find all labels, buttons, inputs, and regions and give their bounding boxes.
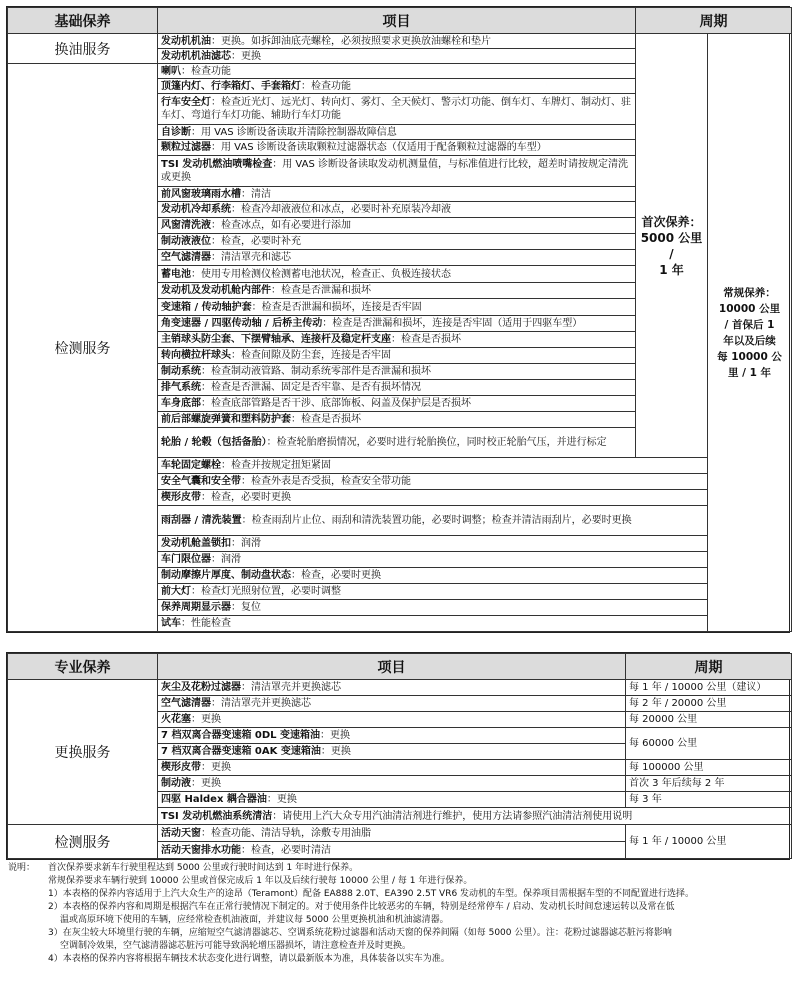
item-text: ：清洁罩壳并更换滤芯 (241, 682, 341, 693)
item-cell (158, 552, 708, 568)
item-label: 车门限位器 (161, 554, 211, 565)
regular-service-period (708, 34, 792, 632)
item-text: ：使用专用检测仪检测蓄电池状况，检查正、负极连接状态 (191, 268, 451, 280)
note-text: 常规保养要求车辆行驶到 10000 公里或首保完成后 1 年以及后续行驶每 10000 公里 / 每 1 年进行保养。 (48, 876, 473, 886)
note-text: 温或高原环境下使用的车辆，应经常检查机油液面，并建议每 5000 公里更换机油和机油滤清器。 (60, 915, 449, 925)
note-line (8, 901, 792, 914)
period-line: 里 / 1 年 (727, 366, 772, 379)
item-label: 车身底部 (161, 398, 201, 409)
header-items: 项目 (158, 8, 636, 34)
item-text: ：检查功能、清洁导轨，涂敷专用油脂 (201, 827, 371, 839)
item-text: ：检查是否泄漏和损坏 (271, 285, 371, 296)
item-text: ：更换 (320, 730, 351, 741)
item-label: 排气系统 (161, 382, 201, 393)
item-label: 制动液 (161, 778, 191, 789)
item-label: 车轮固定螺栓 (161, 460, 221, 471)
note-line (8, 862, 792, 875)
item-label: TSI 发动机燃油系统清洁 (161, 810, 273, 822)
item-cell (158, 266, 636, 283)
item-text: ：性能检查 (181, 618, 231, 629)
item-text: ：检查并按规定扭矩紧固 (221, 460, 331, 471)
period-cell: 每 1 年 / 10000 公里 (626, 825, 792, 859)
item-label: 发动机冷却系统 (161, 204, 231, 215)
category-cell: 检测服务 (8, 825, 158, 859)
item-label: 试车 (161, 618, 181, 629)
item-cell (158, 458, 708, 474)
item-cell (158, 299, 636, 316)
item-cell (158, 250, 636, 266)
item-cell (158, 696, 626, 712)
item-label: 楔形皮带 (161, 492, 201, 503)
item-cell (158, 728, 626, 744)
period-cell: 每 60000 公里 (626, 728, 792, 760)
item-label: 主销球头防尘套、下摆臂轴承、连接杆及稳定杆支座 (161, 334, 391, 345)
table-row (8, 34, 792, 49)
item-text: ：检查功能 (301, 80, 351, 92)
item-label: 空气滤清器 (161, 698, 211, 709)
item-text: ：检查，必要时更换 (291, 570, 381, 581)
period-cell: 首次 3 年后续每 2 年 (626, 776, 792, 792)
category-cell: 更换服务 (8, 680, 158, 825)
item-cell (158, 364, 636, 380)
item-label: 发动机及发动机舱内部件 (161, 285, 271, 296)
item-cell (158, 792, 626, 808)
item-text: ：清洁 (241, 188, 271, 200)
note-line (8, 875, 792, 888)
item-label: 顶篷内灯、行李箱灯、手套箱灯 (161, 80, 301, 92)
period-line: 每 10000 公 (717, 350, 782, 363)
period-cell: 每 1 年 / 10000 公里（建议） (626, 680, 792, 696)
first-service-period (636, 34, 708, 458)
note-text: 首次保养要求新车行驶里程达到 5000 公里或行驶时间达到 1 年时进行保养。 (48, 863, 359, 873)
item-cell (158, 712, 626, 728)
item-text: ：更换 (266, 794, 297, 805)
basic-maintenance-table (6, 6, 790, 633)
item-text: ：检查是否损坏 (391, 334, 461, 345)
item-label: 安全气囊和安全带 (161, 476, 241, 487)
period-line: / 首保后 1 (724, 318, 775, 331)
item-text: ：清洁罩壳并更换滤芯 (211, 698, 311, 709)
item-cell (158, 680, 626, 696)
item-cell (158, 568, 708, 584)
item-text: ：更换 (191, 778, 221, 789)
header-period: 周期 (636, 8, 792, 34)
note-text: 空调制冷效果，空气滤清器滤芯脏污可能导致涡轮增压器损坏，请注意检查并及时更换。 (60, 941, 412, 951)
note-line (8, 940, 792, 953)
period-line: 5000 公里 / (640, 230, 703, 261)
item-label: 蓄电池 (161, 268, 191, 280)
item-text: ：检查是否泄漏和损坏，连接是否牢固（适用于四驱车型） (322, 318, 583, 329)
period-cell: 每 2 年 / 20000 公里 (626, 696, 792, 712)
note-line (8, 888, 792, 901)
table-row (8, 680, 792, 696)
note-text: 2）本表格的保养内容和周期是根据汽车在正常行驶情况下制定的。对于使用条件比较恶劣的车辆，特别是经常停车 / 启动、发动机长时间怠速运转以及常在低 (48, 902, 675, 912)
item-label: 空气滤清器 (161, 252, 211, 263)
notes-section (8, 862, 792, 966)
item-label: 制动液液位 (161, 236, 211, 247)
header-period: 周期 (626, 654, 792, 680)
header-category: 基础保养 (8, 8, 158, 34)
item-cell (158, 506, 708, 536)
item-text: ：用 VAS 诊断设备读取并清除控制器故障信息 (191, 126, 397, 138)
item-cell (158, 140, 636, 156)
item-label: 制动系统 (161, 366, 201, 377)
period-line: 年以及后续 (723, 334, 776, 347)
item-text: ：复位 (231, 602, 261, 613)
item-cell (158, 187, 636, 202)
item-label: 活动天窗排水功能 (161, 844, 241, 856)
professional-maintenance-table (6, 652, 790, 860)
item-label: 风窗清洗液 (161, 220, 211, 231)
item-cell (158, 94, 636, 125)
item-label: TSI 发动机燃油喷嘴检查 (161, 159, 273, 170)
item-label: 发动机机油滤芯 (161, 50, 231, 62)
item-text: ：检查是否损坏 (291, 414, 361, 425)
period-line: 首次保养： (641, 214, 702, 229)
item-cell (158, 842, 626, 859)
item-cell (158, 79, 636, 94)
item-text: ：润滑 (231, 538, 261, 549)
item-cell (158, 125, 636, 140)
item-text: ：检查功能 (181, 65, 231, 77)
note-line (8, 927, 792, 940)
item-cell (158, 348, 636, 364)
item-label: 保养周期显示器 (161, 602, 231, 613)
item-label: 轮胎 / 轮毂（包括备胎） (161, 437, 267, 448)
item-cell (158, 156, 636, 187)
item-text: ：用 VAS 诊断设备读取颗粒过滤器状态（仅适用于配备颗粒过滤器的车型） (211, 142, 547, 153)
item-label: 发动机舱盖锁扣 (161, 538, 231, 549)
item-text: ：检查是否泄漏、固定是否牢靠、是否有损坏情况 (201, 382, 421, 393)
item-cell (158, 218, 636, 234)
item-text: ：检查近光灯、远光灯、转向灯、雾灯、全天候灯、警示灯功能、倒车灯、车牌灯、制动灯、驻车灯、弯道行车灯功能、辅助行车灯功能 (161, 97, 631, 121)
category-cell: 换油服务 (8, 34, 158, 64)
item-text: ：检查是否泄漏和损坏，连接是否牢固 (251, 301, 422, 313)
item-text: ：更换 (231, 50, 261, 62)
note-text: 3）在灰尘较大环境里行驶的车辆，应缩短空气滤清器滤芯、空调系统花粉过滤器和活动天窗的保养间隔（如每 5000 公里）。注：花粉过滤器滤芯脏污将影响 (48, 928, 672, 938)
item-cell (158, 474, 708, 490)
item-text: ：检查雨刮片止位、雨刮和清洗装置功能，必要时调整；检查并清洁雨刮片，必要时更换 (241, 515, 632, 526)
item-text: ：检查冰点，如有必要进行添加 (211, 220, 351, 231)
item-cell (158, 396, 636, 412)
item-text: ：检查外表是否受损，检查安全带功能 (241, 476, 411, 487)
item-text: ：用 VAS 诊断设备读取发动机测量值，与标准值进行比较，超差时请按规定清洗或更换 (161, 159, 628, 183)
item-label: 7 档双离合器变速箱 0AK 变速箱油 (161, 746, 321, 757)
item-label: 前大灯 (161, 586, 191, 597)
item-cell (158, 490, 708, 506)
item-text: ：更换。如拆卸油底壳螺栓，必须按照要求更换放油螺栓和垫片 (211, 35, 491, 47)
item-label: 自诊断 (161, 126, 191, 138)
item-text: ：检查灯光照射位置，必要时调整 (191, 586, 341, 597)
note-line (8, 953, 792, 966)
item-label: 颗粒过滤器 (161, 142, 211, 153)
item-text: ：更换 (191, 714, 221, 725)
item-label: 喇叭 (161, 65, 181, 77)
item-cell (158, 760, 626, 776)
item-cell (158, 316, 636, 332)
period-line: 常规保养： (723, 286, 776, 299)
item-text: ：检查冷却液液位和冰点，必要时补充原装冷却液 (231, 204, 451, 215)
item-cell (158, 616, 708, 632)
note-text: 1）本表格的保养内容适用于上汽大众生产的途昂（Teramont）配备 EA888 2.0T、EA390 2.5T VR6 发动机的车型。保养项目需根据车型的不同配置进行选择。 (48, 889, 695, 899)
period-cell: 每 3 年 (626, 792, 792, 808)
item-label: 四驱 Haldex 耦合器油 (161, 794, 267, 805)
item-text: ：更换 (320, 746, 351, 757)
item-cell (158, 536, 708, 552)
category-cell: 检测服务 (8, 64, 158, 632)
item-text: ：检查，必要时清洁 (241, 844, 331, 856)
note-line (8, 914, 792, 927)
item-cell (158, 412, 636, 428)
item-cell (158, 34, 636, 49)
item-text: ：检查间隙及防尘套，连接是否牢固 (231, 350, 391, 361)
item-text: ：检查底部管路是否干涉、底部饰板、闷盖及保护层是否损坏 (201, 398, 471, 409)
item-text: ：检查，必要时更换 (201, 492, 291, 503)
item-cell (158, 283, 636, 299)
item-label: 角变速器 / 四驱传动轴 / 后桥主传动 (161, 318, 323, 329)
item-cell (158, 744, 626, 760)
note-text: 4）本表格的保养内容将根据车辆技术状态变化进行调整，请以最新版本为准，具体装备以实车为准。 (48, 954, 450, 964)
item-cell (158, 49, 636, 64)
item-cell (158, 380, 636, 396)
period-cell: 每 20000 公里 (626, 712, 792, 728)
period-line: 1 年 (659, 262, 684, 277)
item-cell (158, 428, 636, 458)
item-label: 楔形皮带 (161, 762, 201, 773)
item-text: ：检查制动液管路、制动系统零部件是否泄漏和损坏 (201, 366, 431, 377)
item-label: 前风窗玻璃雨水槽 (161, 188, 241, 200)
item-label: 灰尘及花粉过滤器 (161, 682, 241, 693)
item-label: 7 档双离合器变速箱 0DL 变速箱油 (161, 730, 321, 741)
item-label: 制动摩擦片厚度、制动盘状态 (161, 570, 291, 581)
period-line: 10000 公里 (718, 302, 781, 315)
period-cell: 每 100000 公里 (626, 760, 792, 776)
item-cell (158, 825, 626, 842)
item-cell (158, 776, 626, 792)
header-items: 项目 (158, 654, 626, 680)
item-text: ：请使用上汽大众专用汽油清洁剂进行维护，使用方法请参照汽油清洁剂使用说明 (272, 810, 633, 822)
item-label: 行车安全灯 (161, 97, 211, 108)
item-text: ：润滑 (211, 554, 241, 565)
item-text: ：检查，必要时补充 (211, 236, 301, 247)
item-cell (158, 600, 708, 616)
item-label: 转向横拉杆球头 (161, 350, 231, 361)
item-label: 前后部螺旋弹簧和塑料防护套 (161, 414, 291, 425)
item-cell (158, 332, 636, 348)
item-text: ：清洁罩壳和滤芯 (211, 252, 291, 263)
item-cell (158, 808, 792, 825)
item-label: 雨刮器 / 清洗装置 (161, 515, 242, 526)
item-label: 活动天窗 (161, 827, 201, 839)
header-category: 专业保养 (8, 654, 158, 680)
notes-label: 说明： (8, 863, 36, 873)
item-label: 发动机机油 (161, 35, 211, 47)
item-cell (158, 584, 708, 600)
item-cell (158, 202, 636, 218)
item-cell (158, 234, 636, 250)
item-text: ：检查轮胎磨损情况，必要时进行轮胎换位，同时校正轮胎气压，并进行标定 (266, 437, 607, 448)
table-row (8, 825, 792, 842)
item-label: 火花塞 (161, 714, 191, 725)
item-text: ：更换 (201, 762, 231, 773)
item-cell (158, 64, 636, 79)
item-label: 变速箱 / 传动轴护套 (161, 301, 252, 313)
